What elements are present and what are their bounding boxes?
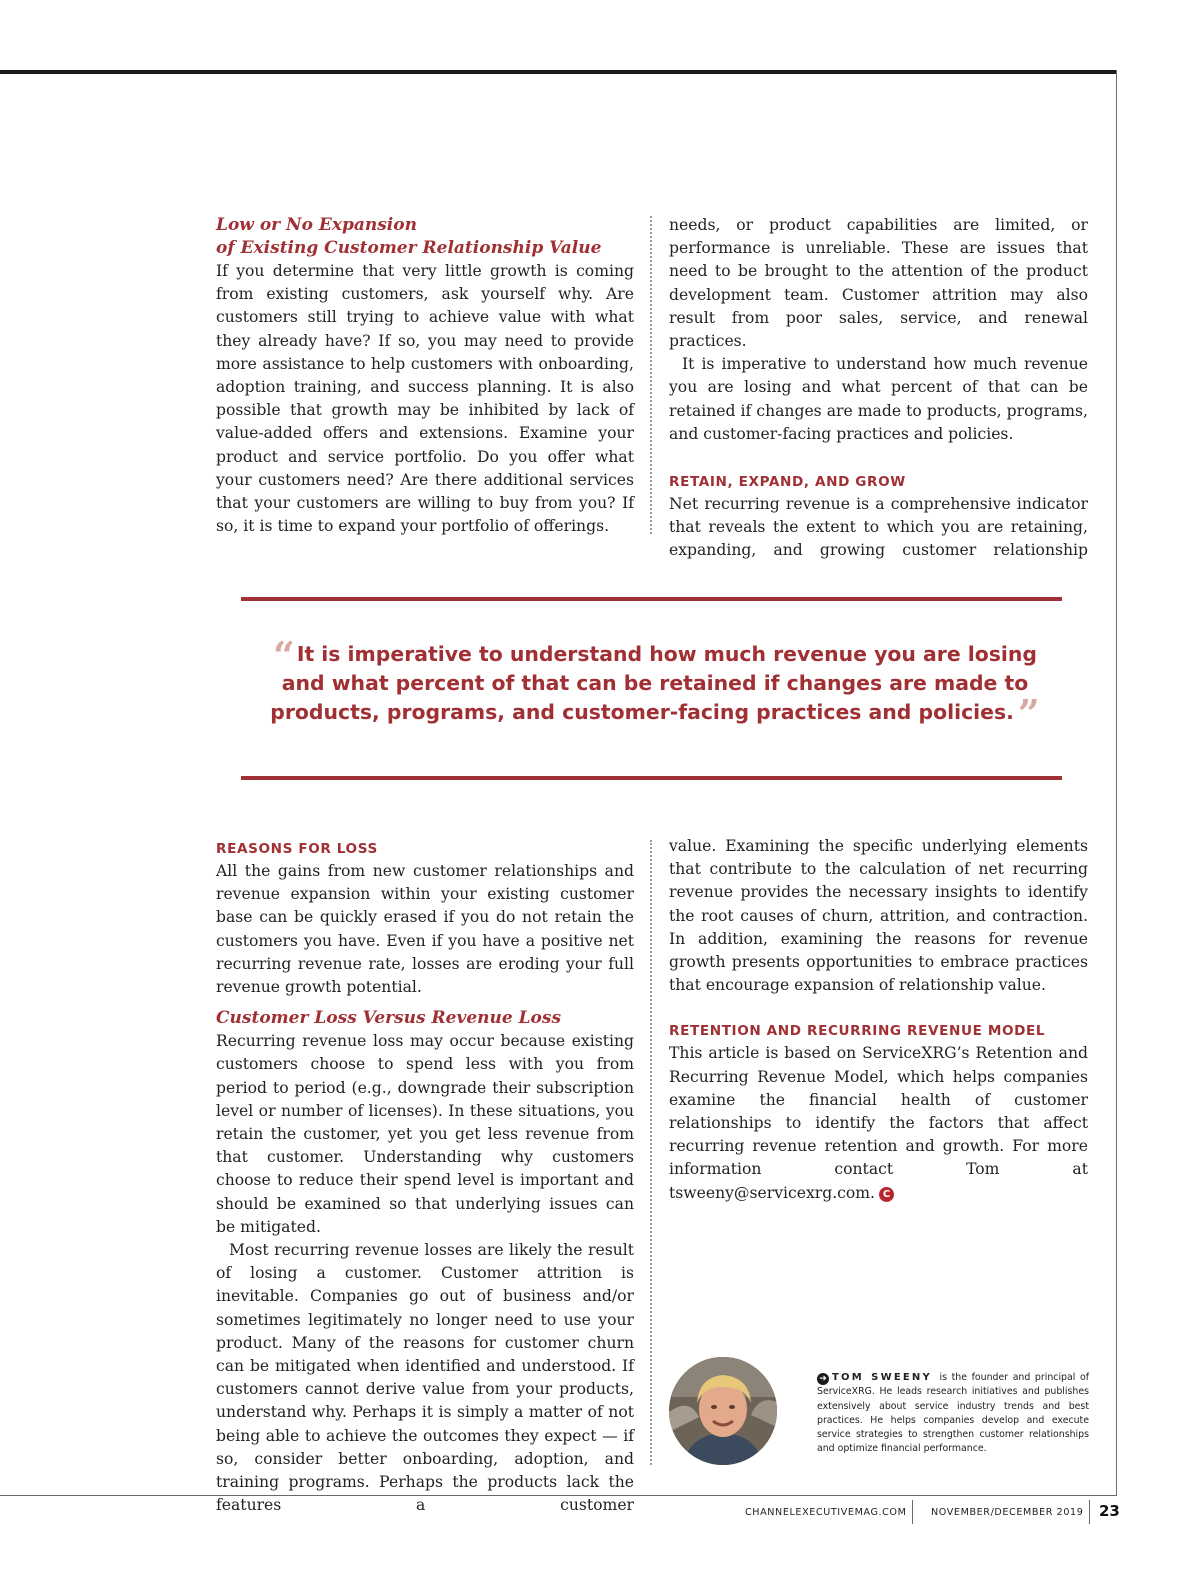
author-bio-text: is the founder and principal of ServiceXRG. He leads research initiatives and publishes extensively about service industry trends and best practices. He helps companies develop and execute service strategies to strengthen customer relationships and optimize financial performance. (817, 1372, 1089, 1455)
heading-retention-model: RETENTION AND RECURRING REVENUE MODEL (669, 1023, 1046, 1040)
footer-website: CHANNELEXECUTIVEMAG.COM (745, 1507, 907, 1518)
footer-issue-date: NOVEMBER/DECEMBER 2019 (931, 1507, 1084, 1518)
pull-quote-text: It is imperative to understand how much revenue you are losing and what percent of that can be retained if changes are made to products, programs, and customer-facing practices and policies. (270, 642, 1037, 724)
arrow-right-icon: ➔ (817, 1373, 829, 1385)
close-quote-icon: ” (1017, 691, 1040, 736)
author-bio (817, 1371, 1089, 1457)
paragraph: value. Examining the specific underlying elements that contribute to the calculation of net recurring revenue provides the necessary insights to identify the root causes of churn, attrition, and contraction. In addition, examining the reasons for revenue growth presents opportunities to embrace practices that encourage expansion of relationship value. (669, 837, 1088, 995)
footer-divider (1089, 1500, 1090, 1524)
author-portrait-illustration (669, 1357, 777, 1465)
column-bottom-left (216, 838, 634, 1517)
column-top-right (669, 214, 1088, 563)
open-quote-icon: “ (273, 633, 295, 678)
paragraph: It is imperative to understand how much revenue you are losing and what percent of that can be retained if changes are made to products, programs, and customer-facing practices and policies. (669, 355, 1088, 443)
paragraph: needs, or product capabilities are limited, or performance is unreliable. These are issues that need to be brought to the attention of the product development team. Customer attrition may also result from poor sales, service, and renewal practices. (669, 216, 1088, 351)
pull-quote (255, 633, 1055, 736)
subhead-low-expansion: Low or No Expansion of Existing Customer Relationship Value (216, 215, 602, 258)
paragraph: If you determine that very little growth is coming from existing customers, ask yourself why. Are customers still trying to achieve value with what they already have? If so, you may need to provide more assistance to help customers with onboarding, adoption training, and success planning. It is also possible that growth may be inhibited by lack of value-added offers and extensions. Examine your product and service portfolio. Do you offer what your customers need? Are there additional services that your customers are willing to buy from you? If so, it is time to expand your portfolio of offerings. (216, 262, 634, 536)
column-divider (650, 840, 652, 1465)
end-of-article-icon: C (879, 1187, 894, 1202)
page-edge-rule (1116, 70, 1117, 1496)
column-bottom-right (669, 835, 1088, 1205)
subhead-customer-loss: Customer Loss Versus Revenue Loss (216, 1008, 562, 1029)
heading-reasons-for-loss: REASONS FOR LOSS (216, 841, 378, 857)
pull-quote-rule-bottom (241, 776, 1062, 780)
paragraph: Net recurring revenue is a comprehensive indicator that reveals the extent to which you are retaining, expanding, and growing customer relationship (669, 495, 1088, 560)
paragraph: Recurring revenue loss may occur because existing customers choose to spend less with you from period to period (e.g., downgrade their subscription level or number of licenses). In these situations, you retain the customer, yet you get less revenue from that customer. Understanding why customers choose to reduce their spend level is important and should be examined so that underlying issues can be mitigated. (216, 1032, 634, 1236)
author-photo (669, 1357, 777, 1465)
footer-divider (912, 1500, 913, 1524)
pull-quote-rule-top (241, 597, 1062, 601)
top-rule (0, 70, 1117, 74)
author-name: TOM SWEENY (832, 1372, 932, 1383)
paragraph: Most recurring revenue losses are likely the result of losing a customer. Customer attrition is inevitable. Companies go out of business and/or sometimes legitimately no longer need to use your product. Many of the reasons for customer churn can be mitigated when identified and understood. If customers cannot derive value from your products, understand why. Perhaps it is simply a matter of not being able to achieve the outcomes they expect — if so, consider better onboarding, adoption, and training programs. Perhaps the products lack the features a customer (216, 1241, 634, 1515)
paragraph: This article is based on ServiceXRG’s Retention and Recurring Revenue Model, which helps companies examine the financial health of customer relationships to identify the factors that affect recurring revenue retention and growth. For more information contact Tom at tsweeny@servicexrg.com. C (669, 1044, 1088, 1202)
column-top-left (216, 214, 634, 538)
heading-retain-expand-grow: RETAIN, EXPAND, AND GROW (669, 474, 906, 491)
page-number: 23 (1099, 1502, 1120, 1520)
column-divider (650, 216, 652, 534)
paragraph: All the gains from new customer relationships and revenue expansion within your existing customer base can be quickly erased if you do not retain the customers you have. Even if you have a positive net recurring revenue rate, losses are eroding your full revenue growth potential. (216, 862, 634, 997)
bottom-rule (0, 1495, 1117, 1496)
